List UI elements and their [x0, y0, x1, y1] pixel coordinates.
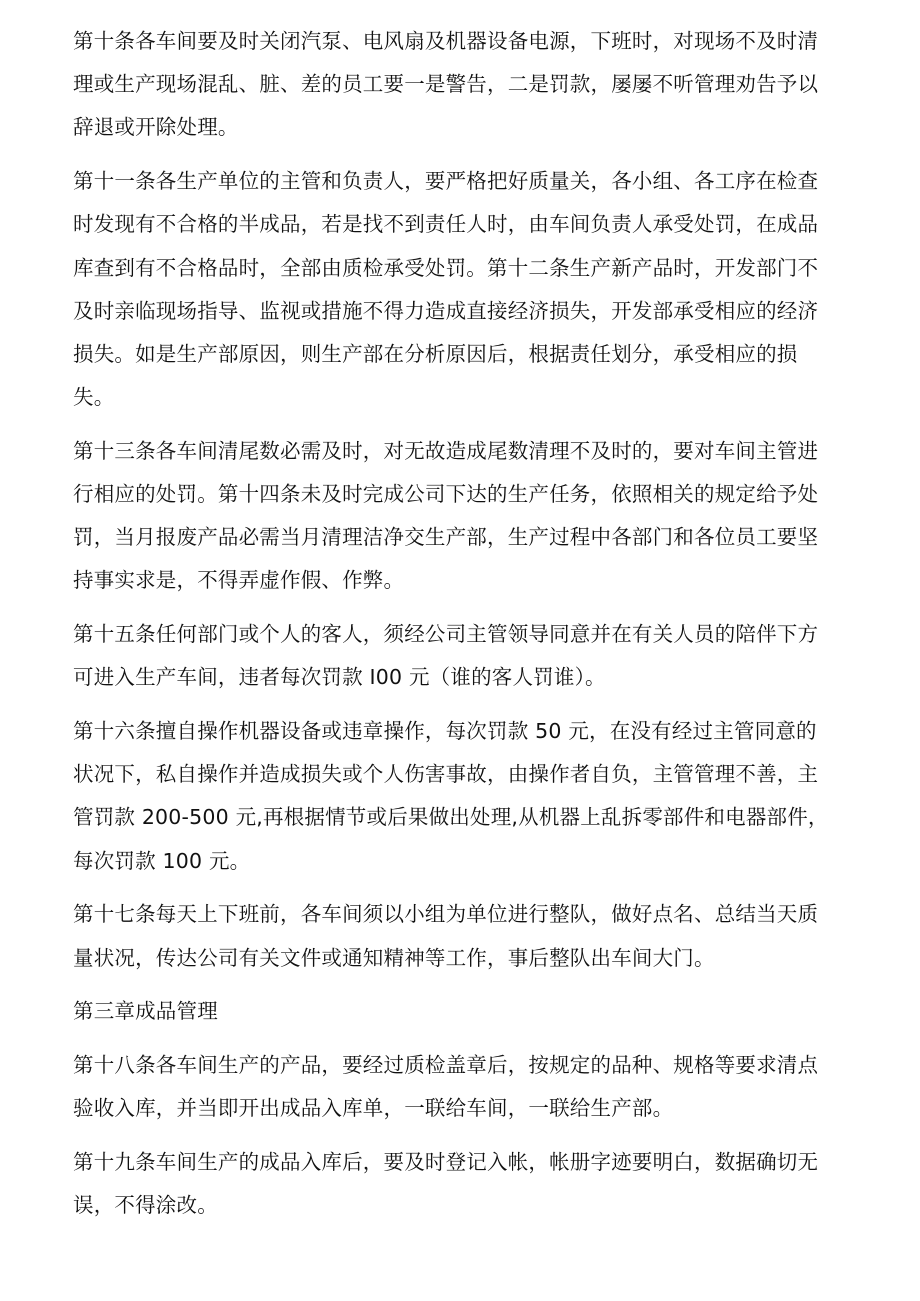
text-line: 第十六条擅自操作机器设备或违章操作，每次罚款 50 元，在没有经过主管同意的 — [73, 719, 817, 744]
text-line: 理或生产现场混乱、脏、差的员工要一是警告，二是罚款，屡屡不听管理劝告予以 — [73, 72, 819, 97]
text-line: 第十一条各生产单位的主管和负责人，要严格把好质量关，各小组、各工序在检查 — [73, 169, 819, 194]
paragraph-article-16 — [73, 710, 853, 883]
text-line: 第十八条各车间生产的产品，要经过质检盖章后，按规定的品种、规格等要求清点 — [73, 1052, 819, 1077]
text-line: 误，不得涂改。 — [73, 1193, 218, 1218]
paragraph-article-15 — [73, 613, 853, 699]
text-line: 持事实求是，不得弄虚作假、作弊。 — [73, 568, 405, 593]
text-line: 量状况，传达公司有关文件或通知精神等工作，事后整队出车间大门。 — [73, 945, 715, 970]
paragraph-article-17 — [73, 893, 853, 979]
text-line: 时发现有不合格的半成品，若是找不到责任人时，由车间负责人承受处罚，在成品 — [73, 212, 819, 237]
paragraph-article-18 — [73, 1044, 853, 1130]
text-line: 辞退或开除处理。 — [73, 115, 239, 140]
text-line: 损失。如是生产部原因，则生产部在分析原因后，根据责任划分，承受相应的损 — [73, 341, 798, 366]
text-line: 及时亲临现场指导、监视或措施不得力造成直接经济损失，开发部承受相应的经济 — [73, 298, 819, 323]
text-line: 失。 — [73, 385, 115, 410]
text-line: 第十三条各车间清尾数必需及时，对无故造成尾数清理不及时的，要对车间主管进 — [73, 438, 819, 463]
paragraph-article-19 — [73, 1141, 853, 1227]
text-line: 库查到有不合格品时，全部由质检承受处罚。第十二条生产新产品时，开发部门不 — [73, 255, 819, 280]
paragraph-article-10 — [73, 20, 853, 150]
text-line: 第十五条任何部门或个人的客人，须经公司主管领导同意并在有关人员的陪伴下方 — [73, 622, 819, 647]
text-line: 第十九条车间生产的成品入库后，要及时登记入帐，帐册字迹要明白，数据确切无 — [73, 1149, 819, 1174]
chapter-heading — [73, 990, 853, 1033]
text-line: 状况下，私自操作并造成损失或个人伤害事故，由操作者自负，主管管理不善，主 — [73, 762, 819, 787]
text-line: 可进入生产车间，违者每次罚款 I00 元（谁的客人罚谁）。 — [73, 665, 606, 690]
paragraph-article-11-12 — [73, 160, 853, 419]
text-line: 行相应的处罚。第十四条未及时完成公司下达的生产任务，依照相关的规定给予处 — [73, 482, 819, 507]
paragraph-article-13-14 — [73, 430, 853, 603]
document-page — [73, 20, 853, 1238]
text-line: 每次罚款 100 元。 — [73, 848, 251, 873]
text-line: 验收入库，并当即开出成品入库单，一联给车间，一联给生产部。 — [73, 1096, 674, 1121]
text-line: 管罚款 200-500 元,再根据情节或后果做出处理,从机器上乱拆零部件和电器部件， — [73, 805, 829, 830]
text-line: 第三章成品管理 — [73, 999, 218, 1024]
text-line: 罚，当月报废产品必需当月清理洁净交生产部，生产过程中各部门和各位员工要坚 — [73, 525, 819, 550]
text-line: 第十七条每天上下班前，各车间须以小组为单位进行整队，做好点名、总结当天质 — [73, 902, 819, 927]
text-line: 第十条各车间要及时关闭汽泵、电风扇及机器设备电源，下班时，对现场不及时清 — [73, 29, 819, 53]
